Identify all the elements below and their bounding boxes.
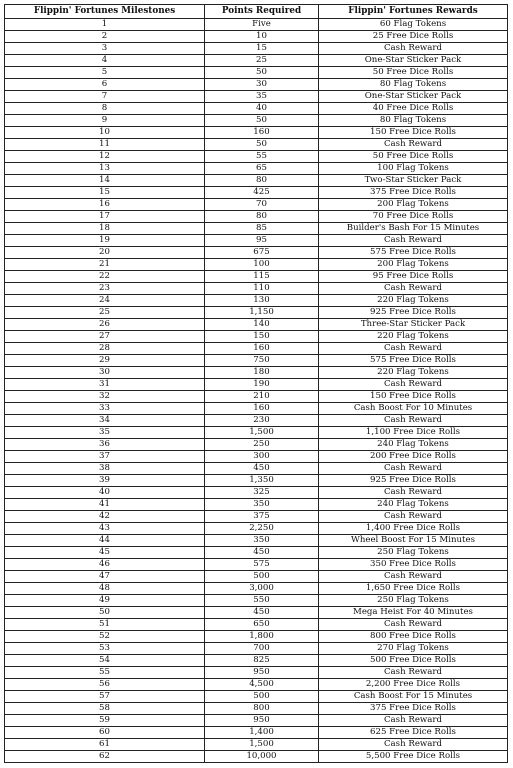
cell-milestone: 51 — [5, 619, 205, 631]
cell-points-required: 160 — [205, 403, 319, 415]
cell-reward: Cash Reward — [319, 511, 508, 523]
table-row — [5, 607, 508, 619]
cell-milestone: 34 — [5, 415, 205, 427]
table-row — [5, 139, 508, 151]
cell-milestone: 40 — [5, 487, 205, 499]
cell-reward: 925 Free Dice Rolls — [319, 475, 508, 487]
cell-reward: Cash Reward — [319, 571, 508, 583]
cell-milestone: 35 — [5, 427, 205, 439]
table-row — [5, 631, 508, 643]
cell-milestone: 25 — [5, 307, 205, 319]
table-row — [5, 439, 508, 451]
cell-points-required: 500 — [205, 571, 319, 583]
table-row — [5, 559, 508, 571]
table-row — [5, 463, 508, 475]
header-milestones: Flippin' Fortunes Milestones — [5, 5, 205, 19]
cell-points-required: 450 — [205, 463, 319, 475]
table-row — [5, 115, 508, 127]
cell-reward: 240 Flag Tokens — [319, 439, 508, 451]
cell-milestone: 7 — [5, 91, 205, 103]
cell-points-required: 30 — [205, 79, 319, 91]
cell-reward: 25 Free Dice Rolls — [319, 31, 508, 43]
milestones-sheet — [4, 4, 507, 763]
cell-points-required: 150 — [205, 331, 319, 343]
cell-reward: Cash Reward — [319, 139, 508, 151]
cell-milestone: 30 — [5, 367, 205, 379]
cell-reward: 95 Free Dice Rolls — [319, 271, 508, 283]
table-row — [5, 175, 508, 187]
cell-reward: 80 Flag Tokens — [319, 115, 508, 127]
cell-points-required: 10,000 — [205, 751, 319, 763]
cell-milestone: 57 — [5, 691, 205, 703]
cell-milestone: 43 — [5, 523, 205, 535]
cell-milestone: 61 — [5, 739, 205, 751]
cell-points-required: 40 — [205, 103, 319, 115]
cell-reward: 5,500 Free Dice Rolls — [319, 751, 508, 763]
cell-points-required: 85 — [205, 223, 319, 235]
cell-reward: Cash Reward — [319, 715, 508, 727]
table-row — [5, 595, 508, 607]
cell-points-required: 750 — [205, 355, 319, 367]
cell-reward: Cash Reward — [319, 487, 508, 499]
cell-reward: 375 Free Dice Rolls — [319, 703, 508, 715]
cell-reward: 220 Flag Tokens — [319, 331, 508, 343]
cell-points-required: 1,500 — [205, 739, 319, 751]
cell-points-required: 675 — [205, 247, 319, 259]
table-row — [5, 547, 508, 559]
cell-reward: Cash Boost For 10 Minutes — [319, 403, 508, 415]
cell-milestone: 16 — [5, 199, 205, 211]
cell-reward: 60 Flag Tokens — [319, 19, 508, 31]
cell-milestone: 19 — [5, 235, 205, 247]
cell-milestone: 9 — [5, 115, 205, 127]
cell-reward: Mega Heist For 40 Minutes — [319, 607, 508, 619]
cell-reward: 240 Flag Tokens — [319, 499, 508, 511]
table-row — [5, 211, 508, 223]
header-rewards: Flippin' Fortunes Rewards — [319, 5, 508, 19]
table-row — [5, 67, 508, 79]
table-row — [5, 343, 508, 355]
cell-reward: Cash Reward — [319, 415, 508, 427]
table-row — [5, 571, 508, 583]
cell-points-required: 700 — [205, 643, 319, 655]
cell-milestone: 38 — [5, 463, 205, 475]
cell-reward: 1,650 Free Dice Rolls — [319, 583, 508, 595]
table-row — [5, 199, 508, 211]
cell-points-required: 1,350 — [205, 475, 319, 487]
cell-points-required: 160 — [205, 127, 319, 139]
cell-reward: 250 Flag Tokens — [319, 595, 508, 607]
cell-milestone: 36 — [5, 439, 205, 451]
header-points-required: Points Required — [205, 5, 319, 19]
cell-reward: Two-Star Sticker Pack — [319, 175, 508, 187]
cell-milestone: 37 — [5, 451, 205, 463]
cell-milestone: 4 — [5, 55, 205, 67]
cell-milestone: 24 — [5, 295, 205, 307]
cell-points-required: 80 — [205, 211, 319, 223]
cell-reward: 200 Free Dice Rolls — [319, 451, 508, 463]
cell-reward: 625 Free Dice Rolls — [319, 727, 508, 739]
table-row — [5, 235, 508, 247]
cell-points-required: 25 — [205, 55, 319, 67]
cell-points-required: 425 — [205, 187, 319, 199]
cell-points-required: 80 — [205, 175, 319, 187]
cell-points-required: 230 — [205, 415, 319, 427]
cell-points-required: 10 — [205, 31, 319, 43]
table-row — [5, 379, 508, 391]
table-row — [5, 499, 508, 511]
cell-reward: 250 Flag Tokens — [319, 547, 508, 559]
table-row — [5, 55, 508, 67]
cell-milestone: 47 — [5, 571, 205, 583]
cell-points-required: 650 — [205, 619, 319, 631]
cell-points-required: 140 — [205, 319, 319, 331]
cell-reward: Cash Boost For 15 Minutes — [319, 691, 508, 703]
cell-milestone: 55 — [5, 667, 205, 679]
milestones-table — [4, 4, 508, 763]
cell-reward: Wheel Boost For 15 Minutes — [319, 535, 508, 547]
cell-points-required: 110 — [205, 283, 319, 295]
cell-points-required: 500 — [205, 691, 319, 703]
cell-points-required: 100 — [205, 259, 319, 271]
table-row — [5, 295, 508, 307]
table-row — [5, 103, 508, 115]
header-row — [5, 5, 508, 19]
cell-milestone: 45 — [5, 547, 205, 559]
table-row — [5, 715, 508, 727]
cell-milestone: 28 — [5, 343, 205, 355]
cell-milestone: 62 — [5, 751, 205, 763]
cell-reward: 800 Free Dice Rolls — [319, 631, 508, 643]
table-row — [5, 355, 508, 367]
cell-points-required: 450 — [205, 607, 319, 619]
cell-points-required: 950 — [205, 667, 319, 679]
cell-points-required: 130 — [205, 295, 319, 307]
cell-reward: One-Star Sticker Pack — [319, 55, 508, 67]
cell-points-required: 800 — [205, 703, 319, 715]
cell-milestone: 44 — [5, 535, 205, 547]
cell-points-required: 1,800 — [205, 631, 319, 643]
cell-milestone: 29 — [5, 355, 205, 367]
cell-points-required: 2,250 — [205, 523, 319, 535]
cell-points-required: 190 — [205, 379, 319, 391]
cell-reward: 200 Flag Tokens — [319, 259, 508, 271]
cell-milestone: 18 — [5, 223, 205, 235]
table-row — [5, 367, 508, 379]
table-row — [5, 319, 508, 331]
cell-points-required: 15 — [205, 43, 319, 55]
table-row — [5, 643, 508, 655]
table-row — [5, 307, 508, 319]
cell-reward: 200 Flag Tokens — [319, 199, 508, 211]
cell-points-required: 325 — [205, 487, 319, 499]
cell-milestone: 41 — [5, 499, 205, 511]
table-row — [5, 271, 508, 283]
cell-points-required: 50 — [205, 139, 319, 151]
cell-points-required: 50 — [205, 115, 319, 127]
table-row — [5, 259, 508, 271]
cell-milestone: 49 — [5, 595, 205, 607]
cell-points-required: 575 — [205, 559, 319, 571]
table-row — [5, 511, 508, 523]
cell-milestone: 1 — [5, 19, 205, 31]
cell-milestone: 5 — [5, 67, 205, 79]
cell-points-required: 350 — [205, 499, 319, 511]
cell-milestone: 14 — [5, 175, 205, 187]
cell-reward: 500 Free Dice Rolls — [319, 655, 508, 667]
cell-milestone: 13 — [5, 163, 205, 175]
cell-reward: 50 Free Dice Rolls — [319, 67, 508, 79]
table-row — [5, 583, 508, 595]
table-body — [5, 19, 508, 763]
cell-reward: 50 Free Dice Rolls — [319, 151, 508, 163]
table-row — [5, 691, 508, 703]
cell-reward: 1,100 Free Dice Rolls — [319, 427, 508, 439]
cell-points-required: 1,400 — [205, 727, 319, 739]
cell-milestone: 58 — [5, 703, 205, 715]
cell-points-required: 1,150 — [205, 307, 319, 319]
cell-milestone: 42 — [5, 511, 205, 523]
table-row — [5, 283, 508, 295]
table-row — [5, 667, 508, 679]
cell-points-required: 210 — [205, 391, 319, 403]
cell-reward: Three-Star Sticker Pack — [319, 319, 508, 331]
table-row — [5, 403, 508, 415]
cell-points-required: 50 — [205, 67, 319, 79]
table-row — [5, 415, 508, 427]
table-row — [5, 163, 508, 175]
cell-milestone: 17 — [5, 211, 205, 223]
cell-milestone: 33 — [5, 403, 205, 415]
cell-milestone: 32 — [5, 391, 205, 403]
cell-points-required: 95 — [205, 235, 319, 247]
table-row — [5, 127, 508, 139]
cell-points-required: 950 — [205, 715, 319, 727]
cell-reward: 220 Flag Tokens — [319, 367, 508, 379]
table-row — [5, 247, 508, 259]
cell-reward: 100 Flag Tokens — [319, 163, 508, 175]
cell-reward: Cash Reward — [319, 379, 508, 391]
cell-milestone: 31 — [5, 379, 205, 391]
cell-milestone: 54 — [5, 655, 205, 667]
cell-milestone: 11 — [5, 139, 205, 151]
cell-points-required: 825 — [205, 655, 319, 667]
cell-milestone: 21 — [5, 259, 205, 271]
cell-milestone: 48 — [5, 583, 205, 595]
cell-reward: Cash Reward — [319, 235, 508, 247]
cell-reward: 150 Free Dice Rolls — [319, 127, 508, 139]
cell-reward: 40 Free Dice Rolls — [319, 103, 508, 115]
cell-points-required: 3,000 — [205, 583, 319, 595]
table-row — [5, 91, 508, 103]
cell-milestone: 59 — [5, 715, 205, 727]
table-row — [5, 655, 508, 667]
cell-reward: 150 Free Dice Rolls — [319, 391, 508, 403]
cell-points-required: 450 — [205, 547, 319, 559]
cell-milestone: 26 — [5, 319, 205, 331]
cell-milestone: 56 — [5, 679, 205, 691]
cell-points-required: 375 — [205, 511, 319, 523]
table-row — [5, 331, 508, 343]
cell-milestone: 50 — [5, 607, 205, 619]
cell-points-required: 65 — [205, 163, 319, 175]
cell-points-required: 160 — [205, 343, 319, 355]
table-row — [5, 43, 508, 55]
cell-reward: 575 Free Dice Rolls — [319, 355, 508, 367]
cell-reward: 2,200 Free Dice Rolls — [319, 679, 508, 691]
table-row — [5, 739, 508, 751]
cell-milestone: 20 — [5, 247, 205, 259]
cell-reward: One-Star Sticker Pack — [319, 91, 508, 103]
table-row — [5, 475, 508, 487]
table-row — [5, 451, 508, 463]
table-row — [5, 151, 508, 163]
cell-reward: Cash Reward — [319, 739, 508, 751]
table-row — [5, 487, 508, 499]
cell-reward: 220 Flag Tokens — [319, 295, 508, 307]
cell-points-required: 70 — [205, 199, 319, 211]
cell-points-required: 550 — [205, 595, 319, 607]
cell-reward: Cash Reward — [319, 43, 508, 55]
cell-milestone: 6 — [5, 79, 205, 91]
cell-reward: 1,400 Free Dice Rolls — [319, 523, 508, 535]
table-row — [5, 523, 508, 535]
cell-milestone: 12 — [5, 151, 205, 163]
cell-reward: Cash Reward — [319, 343, 508, 355]
cell-milestone: 15 — [5, 187, 205, 199]
table-row — [5, 79, 508, 91]
cell-reward: 350 Free Dice Rolls — [319, 559, 508, 571]
cell-points-required: Five — [205, 19, 319, 31]
cell-reward: 575 Free Dice Rolls — [319, 247, 508, 259]
cell-reward: Cash Reward — [319, 667, 508, 679]
cell-reward: 80 Flag Tokens — [319, 79, 508, 91]
cell-points-required: 115 — [205, 271, 319, 283]
table-row — [5, 679, 508, 691]
cell-milestone: 53 — [5, 643, 205, 655]
cell-reward: 270 Flag Tokens — [319, 643, 508, 655]
cell-milestone: 2 — [5, 31, 205, 43]
cell-points-required: 1,500 — [205, 427, 319, 439]
cell-reward: 70 Free Dice Rolls — [319, 211, 508, 223]
cell-milestone: 46 — [5, 559, 205, 571]
cell-milestone: 8 — [5, 103, 205, 115]
cell-milestone: 22 — [5, 271, 205, 283]
table-row — [5, 751, 508, 763]
cell-milestone: 60 — [5, 727, 205, 739]
cell-milestone: 52 — [5, 631, 205, 643]
cell-points-required: 350 — [205, 535, 319, 547]
cell-points-required: 55 — [205, 151, 319, 163]
cell-points-required: 180 — [205, 367, 319, 379]
table-row — [5, 19, 508, 31]
cell-reward: Cash Reward — [319, 619, 508, 631]
cell-milestone: 3 — [5, 43, 205, 55]
table-row — [5, 427, 508, 439]
cell-milestone: 10 — [5, 127, 205, 139]
cell-points-required: 250 — [205, 439, 319, 451]
cell-reward: Builder's Bash For 15 Minutes — [319, 223, 508, 235]
table-row — [5, 619, 508, 631]
cell-points-required: 35 — [205, 91, 319, 103]
cell-milestone: 23 — [5, 283, 205, 295]
table-row — [5, 703, 508, 715]
cell-reward: 375 Free Dice Rolls — [319, 187, 508, 199]
table-row — [5, 187, 508, 199]
table-row — [5, 391, 508, 403]
table-row — [5, 727, 508, 739]
cell-points-required: 4,500 — [205, 679, 319, 691]
cell-milestone: 39 — [5, 475, 205, 487]
cell-points-required: 300 — [205, 451, 319, 463]
cell-reward: Cash Reward — [319, 463, 508, 475]
table-row — [5, 535, 508, 547]
cell-reward: 925 Free Dice Rolls — [319, 307, 508, 319]
table-row — [5, 223, 508, 235]
cell-reward: Cash Reward — [319, 283, 508, 295]
cell-milestone: 27 — [5, 331, 205, 343]
table-row — [5, 31, 508, 43]
